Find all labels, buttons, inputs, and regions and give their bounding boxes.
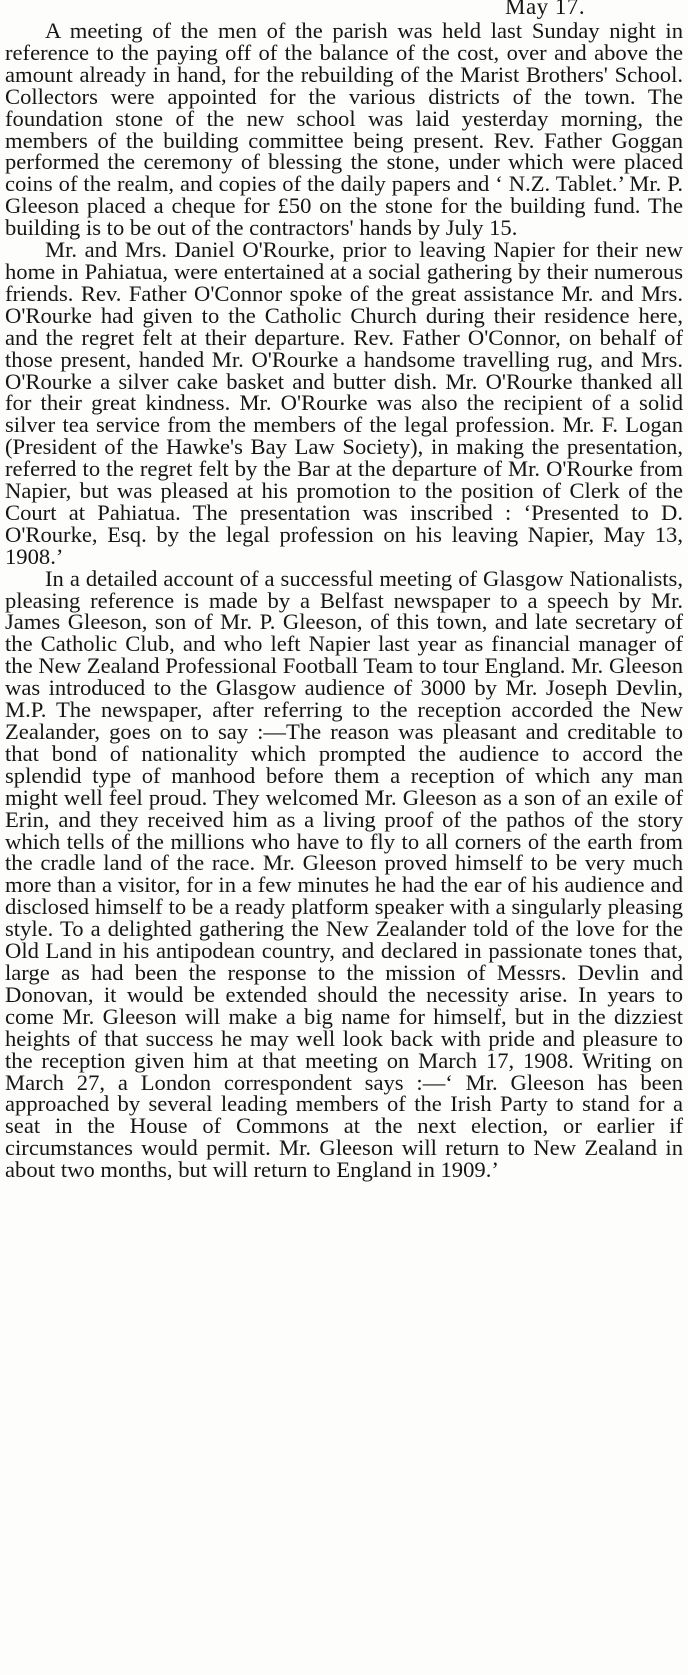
date-heading: May 17. xyxy=(505,0,586,19)
paragraph-orourke-farewell: Mr. and Mrs. Daniel O'Rourke, prior to leaving Napier for their new home in Pahiatua, were entertained at a social gathering by their numerous friends. Rev. Father O'Connor spoke of the great assistance Mr. and Mrs. O'Rourke had given to the Catholic Church during their residence here, and the regret felt at their departure. Rev. Father O'Connor, on behalf of those present, handed Mr. O'Rourke a handsome travelling rug, and Mrs. O'Rourke a silver cake basket and butter dish. Mr. O'Rourke thanked all for their great kindness. Mr. O'Rourke was also the recipient of a solid silver tea service from the members of the legal profession. Mr. F. Logan (President of the Hawke's Bay Law Society), in making the presentation, referred to the regret felt by the Bar at the departure of Mr. O'Rourke from Napier, but was pleased at his promotion to the position of Clerk of the Court at Pahiatua. The presentation was inscribed : ‘Presented to D. O'Rourke, Esq. by the legal profession on his leaving Napier, May 13, 1908.’ xyxy=(5,237,683,569)
paragraph-school-meeting: A meeting of the men of the parish was held last Sunday night in reference to the paying off of the balance of the cost, over and above the amount already in hand, for the rebuilding of the Marist Brothers' School. Collectors were appointed for the various districts of the town. The foundation stone of the new school was laid yesterday morning, the members of the building committee being present. Rev. Father Goggan performed the ceremony of blessing the stone, under which were placed coins of the realm, and copies of the daily papers and ‘ N.Z. Tablet.’ Mr. P. Gleeson placed a cheque for £50 on the stone for the building fund. The building is to be out of the contractors' hands by July 15. xyxy=(5,18,683,241)
paragraph-glasgow-nationalists: In a detailed account of a successful meeting of Glasgow Nationalists, pleasing reference is made by a Belfast newspaper to a speech by Mr. James Gleeson, son of Mr. P. Gleeson, of this town, and late secretary of the Catholic Club, and who left Napier last year as financial manager of the New Zealand Professional Football Team to tour England. Mr. Gleeson was introduced to the Glasgow audience of 3000 by Mr. Joseph Devlin, M.P. The newspaper, after referring to the reception accorded the New Zealander, goes on to say :—The reason was pleasant and creditable to that bond of nationality which prompted the audience to accord the splendid type of manhood before them a reception of which any man might well feel proud. They welcomed Mr. Gleeson as a son of an exile of Erin, and they received him as a living proof of the pathos of the story which tells of the millions who have to fly to all corners of the earth from the cradle land of the race. Mr. Gleeson proved himself to be very much more than a visitor, for in a few minutes he had the ear of his audience and disclosed himself to be a ready platform speaker with a singularly pleasing style. To a delighted gathering the New Zealander told of the love for the Old Land in his antipodean country, and declared in passionate tones that, large as had been the response to the mission of Messrs. Devlin and Donovan, it would be extended should the necessity arise. In years to come Mr. Gleeson will make a big name for himself, but in the dizziest heights of that success he may well look back with pride and pleasure to the reception given him at that meeting on March 17, 1908. Writing on March 27, a London correspondent says :—‘ Mr. Gleeson has been approached by several leading members of the Irish Party to stand for a seat in the House of Commons at the next election, or earlier if circumstances would permit. Mr. Gleeson will return to New Zealand in about two months, but will return to England in 1909.’ xyxy=(5,565,683,1183)
article-body xyxy=(5,20,683,1181)
